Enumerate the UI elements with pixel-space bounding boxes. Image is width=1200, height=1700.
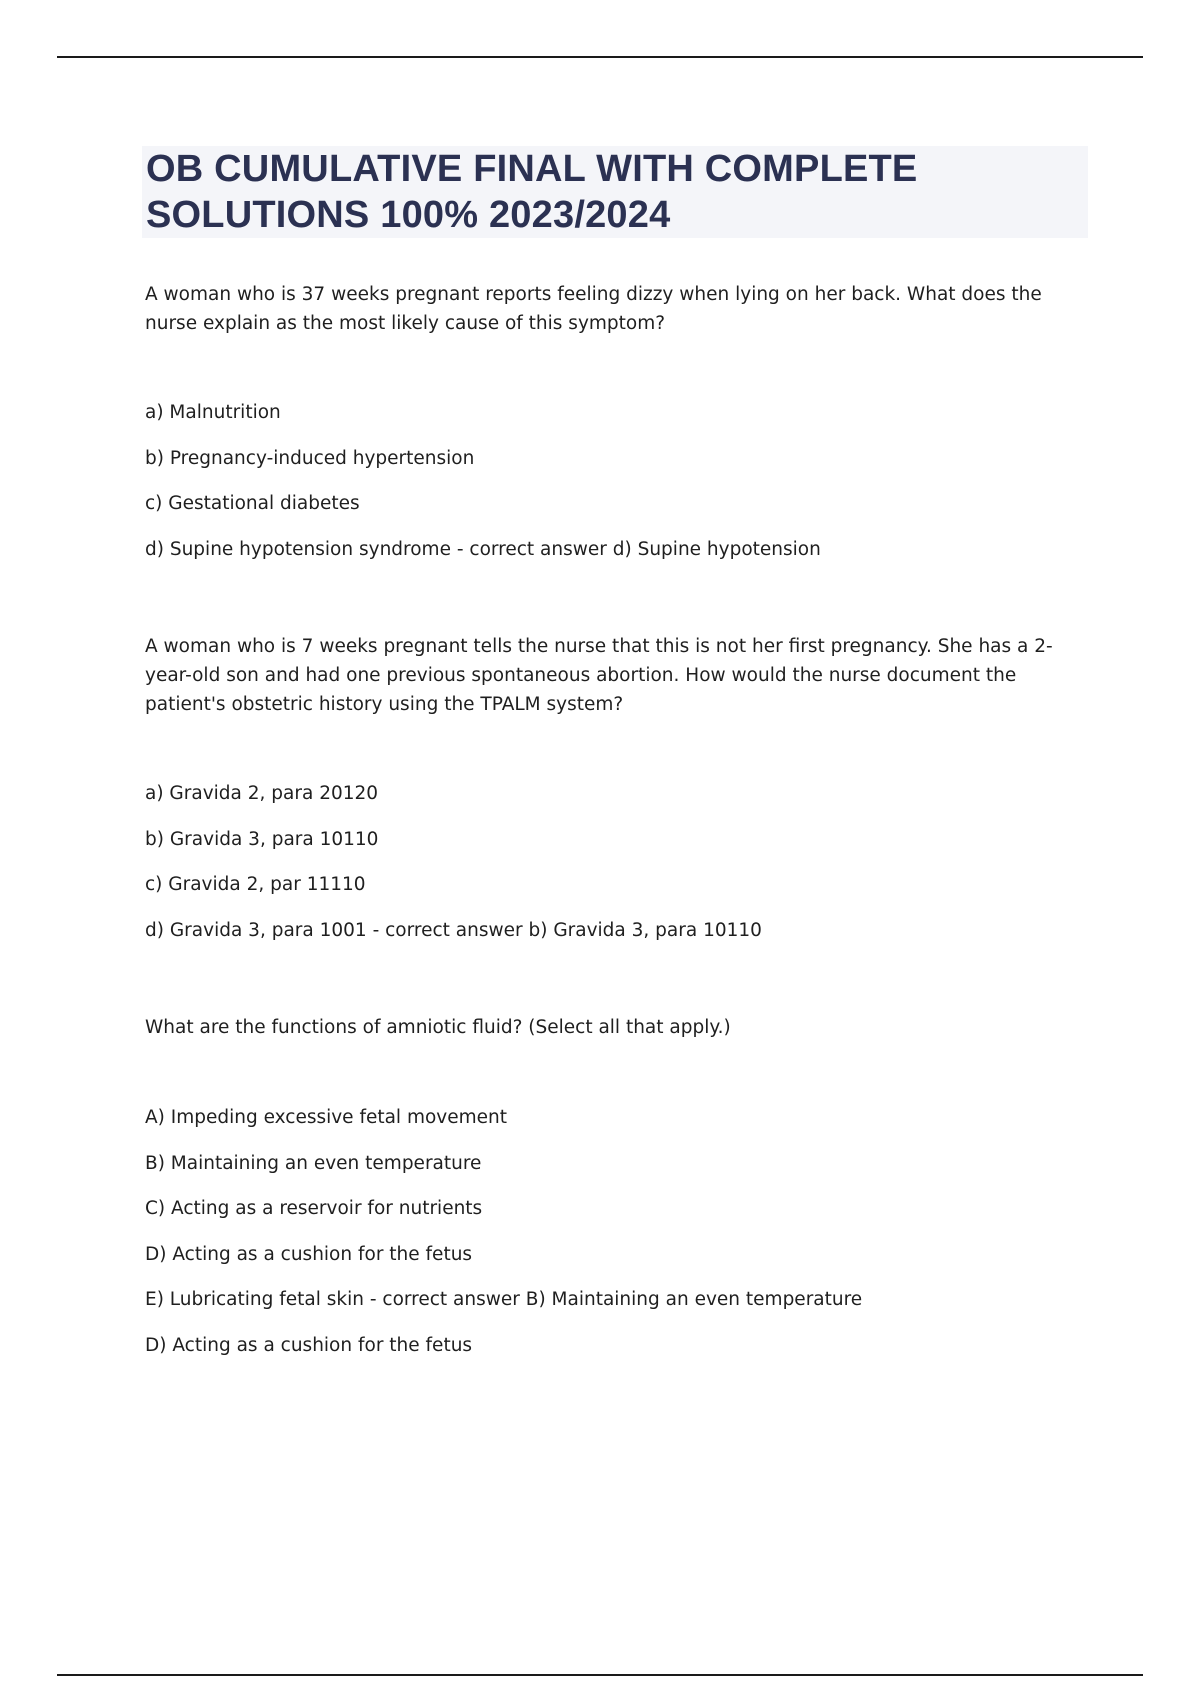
answer-option: c) Gravida 2, par 11110: [145, 874, 366, 895]
answer-option: E) Lubricating fetal skin - correct answer B) Maintaining an even temperature: [145, 1289, 863, 1310]
title-block: [142, 146, 1088, 238]
answer-option: a) Malnutrition: [145, 402, 281, 423]
question-text: A woman who is 37 weeks pregnant reports feeling dizzy when lying on her back. What does the nurse explain as the most likely cause of this symptom?: [145, 284, 1042, 334]
answer-option: d) Gravida 3, para 1001 - correct answer b) Gravida 3, para 10110: [145, 919, 762, 941]
document-body: [145, 280, 1080, 1376]
answer-option: b) Gravida 3, para 10110: [145, 828, 379, 850]
answer-option: c) Gestational diabetes: [145, 493, 360, 514]
answer-option: D) Acting as a cushion for the fetus: [145, 1243, 473, 1265]
footer-divider: [57, 1674, 1143, 1676]
question-block-2: [145, 632, 1080, 961]
header-divider: [57, 56, 1143, 58]
answer-option: b) Pregnancy-induced hypertension: [145, 447, 475, 469]
question-block-3: [145, 1013, 1080, 1376]
answer-option: B) Maintaining an even temperature: [145, 1152, 482, 1174]
answer-options: [145, 398, 1080, 580]
document-title-line-1: OB CUMULATIVE FINAL WITH COMPLETE: [146, 148, 918, 190]
answer-options: [145, 1103, 1080, 1376]
answer-options: [145, 779, 1080, 961]
question-text: A woman who is 7 weeks pregnant tells the nurse that this is not her first pregnancy. She has a 2-year-old son and had one previous spontaneous abortion. How would the nurse document the patient's obstetric history using the TPALM system?: [145, 636, 1053, 715]
document-title-line-2: SOLUTIONS 100% 2023/2024: [146, 194, 671, 236]
question-block-1: [145, 280, 1080, 580]
answer-option: A) Impeding excessive fetal movement: [145, 1107, 508, 1128]
question-text: What are the functions of amniotic fluid? (Select all that apply.): [145, 1017, 731, 1038]
answer-option: C) Acting as a reservoir for nutrients: [145, 1198, 483, 1219]
document-title: [146, 146, 1084, 238]
answer-option: D) Acting as a cushion for the fetus: [145, 1334, 473, 1356]
answer-option: a) Gravida 2, para 20120: [145, 783, 379, 804]
answer-option: d) Supine hypotension syndrome - correct answer d) Supine hypotension: [145, 538, 821, 560]
